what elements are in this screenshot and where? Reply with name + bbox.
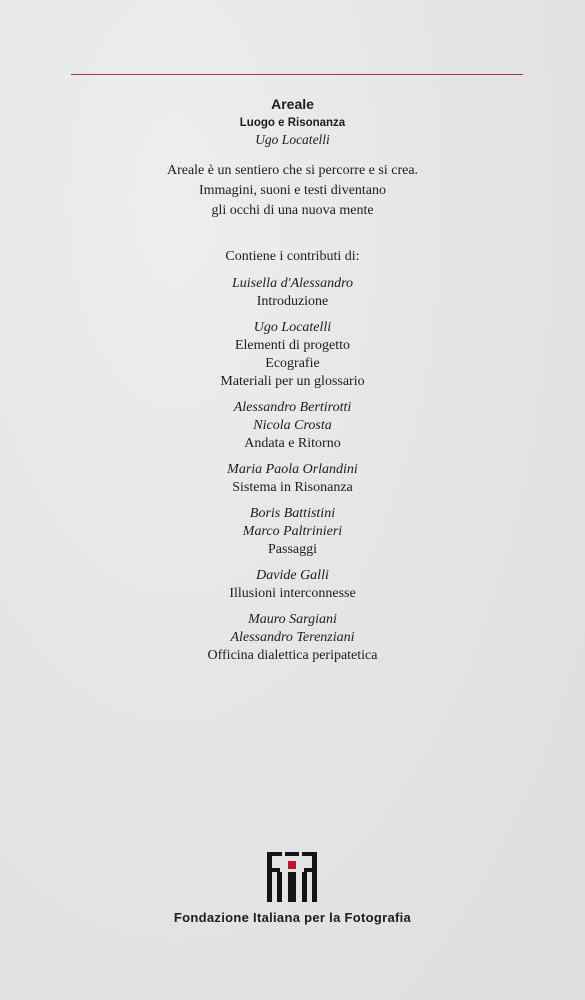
contribution-title: Andata e Ritorno — [244, 436, 341, 451]
contributor-entry — [0, 611, 585, 665]
contribution-title: Ecografie — [265, 356, 320, 371]
description-line: Areale è un sentiero che si percorre e si crea. — [166, 163, 419, 178]
contribution-title: Elementi di progetto — [234, 338, 351, 353]
book-description — [0, 161, 585, 221]
contributor-name: Nicola Crosta — [253, 418, 332, 433]
contributor-name: Ugo Locatelli — [253, 320, 332, 335]
top-divider-rule — [71, 74, 523, 75]
contribution-title: Materiali per un glossario — [220, 374, 365, 389]
book-author: Ugo Locatelli — [255, 132, 330, 147]
description-line: Immagini, suoni e testi diventano — [198, 183, 387, 198]
contribution-title: Sistema in Risonanza — [232, 480, 353, 495]
contributor-name: Alessandro Terenziani — [230, 630, 355, 645]
contributor-name: Marco Paltrinieri — [242, 524, 343, 539]
contribution-title: Introduzione — [256, 294, 329, 309]
description-line: gli occhi di una nuova mente — [211, 203, 374, 218]
contributor-entry — [0, 505, 585, 559]
contributors-heading: Contiene i contributi di: — [225, 249, 360, 264]
book-title: Areale — [271, 96, 314, 112]
contributor-entry — [0, 461, 585, 497]
contributor-entry — [0, 319, 585, 391]
contributor-entry — [0, 275, 585, 311]
book-header — [0, 95, 585, 221]
contributor-name: Davide Galli — [256, 568, 329, 583]
contribution-title: Illusioni interconnesse — [229, 586, 356, 601]
book-subtitle: Luogo e Risonanza — [239, 117, 346, 129]
contributor-name: Alessandro Bertirotti — [233, 400, 352, 415]
publisher-name: Fondazione Italiana per la Fotografia — [173, 910, 412, 925]
contributors-list — [0, 247, 585, 673]
contributor-name: Mauro Sargiani — [248, 612, 337, 627]
contributor-name: Luisella d'Alessandro — [231, 276, 354, 291]
fif-logo-icon — [267, 852, 317, 902]
contributor-entry — [0, 399, 585, 453]
contributor-name: Maria Paola Orlandini — [227, 462, 358, 477]
contribution-title: Passaggi — [268, 542, 317, 557]
contributor-name: Boris Battistini — [249, 506, 336, 521]
contributor-entry — [0, 567, 585, 603]
contribution-title: Officina dialettica peripatetica — [207, 648, 378, 663]
